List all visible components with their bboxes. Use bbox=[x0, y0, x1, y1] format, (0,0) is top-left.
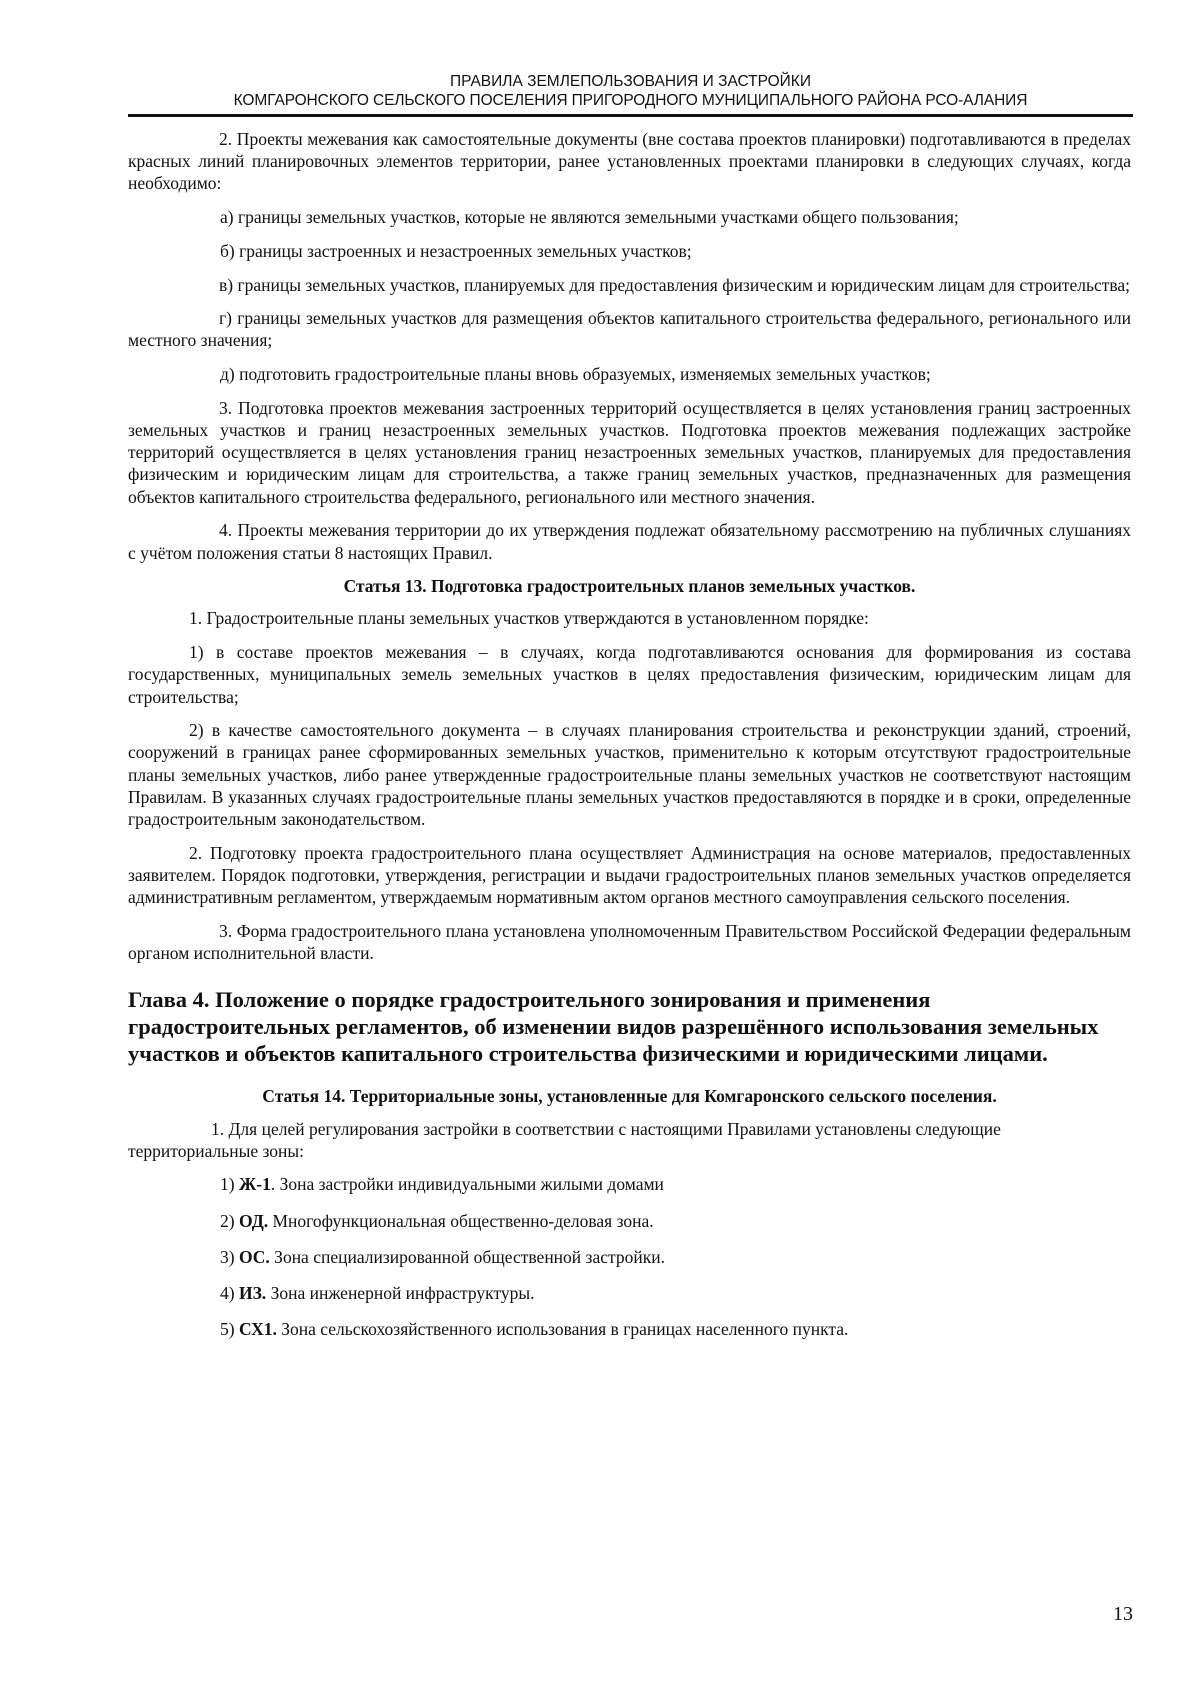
page-number: 13 bbox=[1113, 1603, 1133, 1625]
list-item-b: б) границы застроенных и незастроенных земельных участков; bbox=[220, 240, 692, 261]
list-item-g: г) границы земельных участков для размещения объектов капитального строительства федерального, регионального или местного значения; bbox=[128, 308, 1131, 351]
paragraph-4: 4. Проекты межевания территории до их утверждения подлежат обязательному рассмотрению на публичных слушаниях с учётом положения статьи 8 настоящих Правил. bbox=[128, 520, 1131, 563]
article-13-paragraph-1: 1. Градостроительные планы земельных участков утверждаются в установленном порядке: bbox=[189, 608, 869, 629]
zone-number: 1) bbox=[220, 1174, 235, 1195]
zone-code: ОД. bbox=[238, 1210, 269, 1231]
article-13-title: Статья 13. Подготовка градостроительных планов земельных участков. bbox=[343, 576, 916, 597]
zone-number: 3) bbox=[220, 1246, 235, 1267]
zone-code: ИЗ. bbox=[238, 1283, 267, 1304]
list-item-d: д) подготовить градостроительные планы вновь образуемых, изменяемых земельных участков; bbox=[220, 364, 931, 385]
zone-description: Многофункциональная общественно-деловая зона. bbox=[268, 1210, 654, 1231]
article-13-item-2: 2) в качестве самостоятельного документа – в случаях планирования строительства и реконструкции зданий, строений, сооружений в границах ранее сформированных земельных участков, применительно к которым отсутствуют градостроительные планы земельных участков, либо ранее утвержденные градостроительные планы земельных участков не соответствуют настоящим Правилам. В указанных случаях градостроительные планы земельных участков предоставляются в порядке и в сроки, определенные градостроительным законодательством. bbox=[128, 720, 1131, 830]
running-header bbox=[128, 72, 1133, 110]
list-item-v: в) границы земельных участков, планируемых для предоставления физическим и юридическим лицам для строительства; bbox=[219, 274, 1131, 295]
zone-number: 2) bbox=[220, 1210, 235, 1231]
chapter-4-title: Глава 4. Положение о порядке градостроительного зонирования и применения градостроительных регламентов, об изменении видов разрешённого использования земельных участков и объектов капитального строительства физическими и юридическими лицами. bbox=[128, 987, 1099, 1067]
paragraph-2: 2. Проекты межевания как самостоятельные документы (вне состава проектов планировки) подготавливаются в пределах красных линий планировочных элементов территории, ранее установленных проектами планировки в следующих случаях, когда необходимо: bbox=[128, 129, 1131, 194]
list-item-a: а) границы земельных участков, которые не являются земельными участками общего пользования; bbox=[220, 207, 959, 228]
article-13-paragraph-3: 3. Форма градостроительного плана установлена уполномоченным Правительством Российской Федерации федеральным органом исполнительной власти. bbox=[128, 920, 1131, 964]
article-13-item-1: 1) в составе проектов межевания – в случаях, когда подготавливаются основания для формирования из состава государственных, муниципальных земель земельных участков в целях предоставления физическим, юридическим лицам для строительства; bbox=[128, 642, 1131, 707]
zone-description: Зона инженерной инфраструктуры. bbox=[266, 1283, 535, 1304]
article-14-title: Статья 14. Территориальные зоны, установленные для Комгаронского сельского поселения. bbox=[262, 1086, 997, 1107]
zone-number: 4) bbox=[220, 1283, 235, 1304]
header-line-1: ПРАВИЛА ЗЕМЛЕПОЛЬЗОВАНИЯ И ЗАСТРОЙКИ bbox=[450, 73, 811, 90]
zone-item bbox=[128, 1282, 1131, 1304]
header-line-2: КОМГАРОНСКОГО СЕЛЬСКОГО ПОСЕЛЕНИЯ ПРИГОРОДНОГО МУНИЦИПАЛЬНОГО РАЙОНА РСО-АЛАНИЯ bbox=[233, 92, 1028, 109]
article-14-paragraph-1: 1. Для целей регулирования застройки в соответствии с настоящими Правилами установлены следующие территориальные зоны: bbox=[128, 1118, 1001, 1161]
page-body bbox=[128, 128, 1131, 1354]
zone-item bbox=[128, 1210, 1131, 1232]
article-13-paragraph-2: 2. Подготовку проекта градостроительного плана осуществляет Администрация на основе материалов, предоставленных заявителем. Порядок подготовки, утверждения, регистрации и выдачи градостроительных планов земельных участков определяется административным регламентом, утверждаемым нормативным актом органов местного самоуправления сельского поселения. bbox=[128, 842, 1131, 908]
zone-item bbox=[128, 1173, 1131, 1195]
zone-description: . Зона застройки индивидуальными жилыми домами bbox=[270, 1174, 664, 1195]
zone-item bbox=[128, 1246, 1131, 1268]
zone-item bbox=[128, 1318, 1131, 1340]
paragraph-3: 3. Подготовка проектов межевания застроенных территорий осуществляется в целях установления границ застроенных земельных участков и границ незастроенных земельных участков. Подготовка проектов межевания подлежащих застройке территорий осуществляется в целях установления границ незастроенных земельных участков, планируемых для предоставления физическим и юридическим лицам для строительства, а также границ земельных участков, предназначенных для размещения объектов капитального строительства федерального, регионального или местного значения. bbox=[128, 397, 1131, 507]
zone-code: СХ1. bbox=[238, 1319, 277, 1340]
zone-description: Зона сельскохозяйственного использования в границах населенного пункта. bbox=[276, 1319, 849, 1340]
zone-number: 5) bbox=[220, 1319, 235, 1340]
zone-code: Ж-1 bbox=[238, 1174, 271, 1195]
header-rule bbox=[128, 114, 1133, 117]
zone-description: Зона специализированной общественной застройки. bbox=[269, 1246, 665, 1267]
zone-code: ОС. bbox=[238, 1246, 270, 1267]
